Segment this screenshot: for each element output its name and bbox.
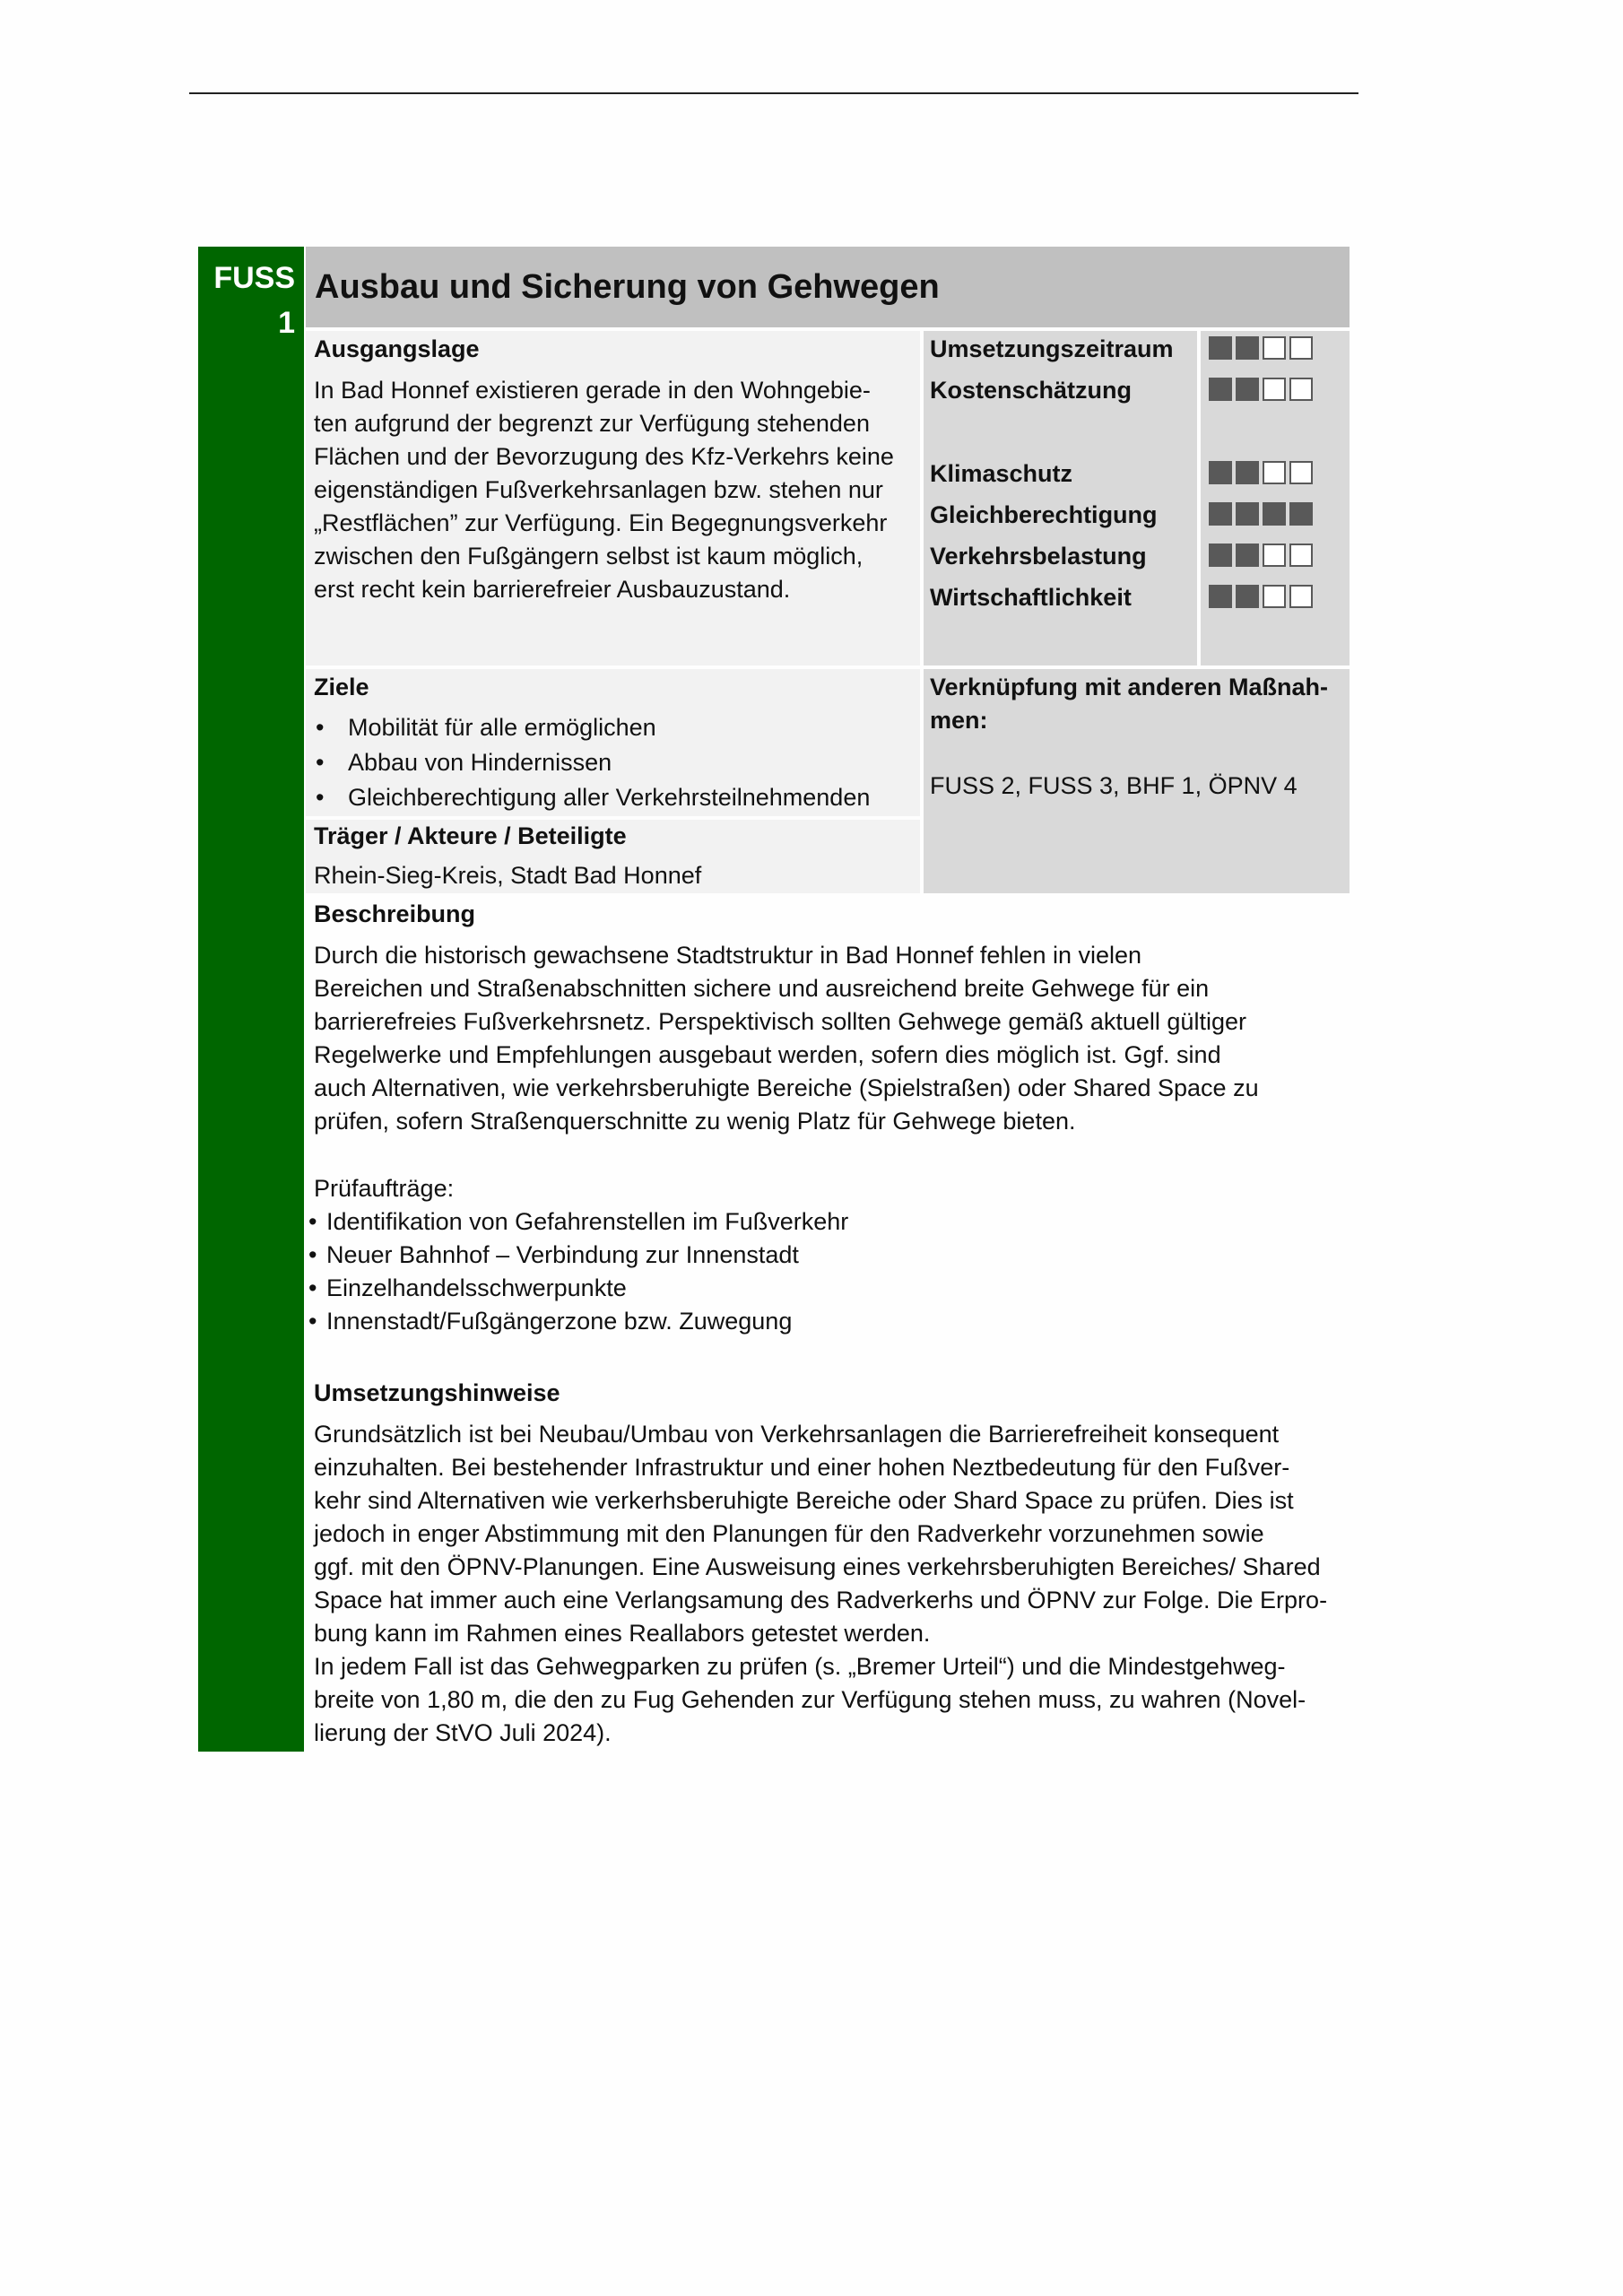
rating-square-filled <box>1289 502 1313 526</box>
ziele-cell <box>306 669 920 816</box>
beschreibung-line: barrierefreies Fußverkehrsnetz. Perspektivisch sollten Gehwege gemäß aktuell gültiger <box>314 1008 1246 1035</box>
criterion-label: Umsetzungszeitraum <box>930 335 1174 362</box>
rating-indicator <box>1209 378 1313 401</box>
ausgangslage-line: In Bad Honnef existieren gerade in den Wohngebie- <box>314 377 871 404</box>
rating-square-filled <box>1236 585 1259 608</box>
umsetzung-heading: Umsetzungshinweise <box>314 1379 560 1406</box>
criterion-label: Kostenschätzung <box>930 377 1133 404</box>
ziele-heading: Ziele <box>314 674 369 700</box>
umsetzung-line: jedoch in enger Abstimmung mit den Planungen für den Radverkehr vorzunehmen sowie <box>314 1520 1264 1547</box>
rating-square-empty <box>1289 378 1313 401</box>
list-item-text: Neuer Bahnhof – Verbindung zur Innenstadt <box>326 1241 799 1268</box>
rating-square-filled <box>1236 378 1259 401</box>
ausgangslage-line: Flächen und der Bevorzugung des Kfz-Verkehrs keine <box>314 443 894 470</box>
umsetzung-section <box>314 1377 1345 1750</box>
list-item: • Neuer Bahnhof – Verbindung zur Innenstadt <box>308 1241 799 1268</box>
ausgangslage-line: erst recht kein barrierefreier Ausbauzustand. <box>314 576 791 603</box>
verknuepfung-heading <box>930 671 1328 737</box>
rating-indicator <box>1209 502 1313 526</box>
ausgangslage-line: eigenständigen Fußverkehrsanlagen bzw. stehen nur <box>314 476 883 503</box>
list-item: • Innenstadt/Fußgängerzone bzw. Zuwegung <box>308 1308 793 1335</box>
top-rule <box>189 92 1358 94</box>
rating-square-empty <box>1263 336 1286 360</box>
ausgangslage-line: zwischen den Fußgängern selbst ist kaum möglich, <box>314 543 864 570</box>
measure-code: FUSS 1 <box>213 261 295 340</box>
beschreibung-heading: Beschreibung <box>314 900 476 927</box>
verknuepfung-heading-line: Verknüpfung mit anderen Maßnah- <box>930 674 1329 700</box>
list-item-text: Innenstadt/Fußgängerzone bzw. Zuwegung <box>326 1308 793 1335</box>
ausgangslage-heading: Ausgangslage <box>314 335 480 362</box>
rating-square-filled <box>1236 336 1259 360</box>
umsetzung-line: Space hat immer auch eine Verlangsamung des Radverkerhs und ÖPNV zur Folge. Die Erpro- <box>314 1587 1328 1613</box>
umsetzung-line: Grundsätzlich ist bei Neubau/Umbau von Verkehrsanlagen die Barrierefreiheit konsequent <box>314 1421 1280 1448</box>
rating-square-filled <box>1209 461 1232 484</box>
criterion-label: Gleichberechtigung <box>930 501 1158 528</box>
beschreibung-section <box>314 898 1345 1138</box>
list-item: • Mobilität für alle ermöglichen <box>314 710 870 745</box>
criterion-label: Klimaschutz <box>930 460 1073 487</box>
umsetzung-line: kehr sind Alternativen wie verkerhsberuhigte Bereiche oder Shard Space zu prüfen. Dies ist <box>314 1487 1294 1514</box>
rating-square-empty <box>1263 585 1286 608</box>
umsetzung-line: ggf. mit den ÖPNV-Planungen. Eine Ausweisung eines verkehrsberuhigten Bereiches/ Shared <box>314 1553 1321 1580</box>
beschreibung-line: Bereichen und Straßenabschnitten sichere und ausreichend breite Gehwege für ein <box>314 975 1210 1002</box>
traeger-cell <box>306 820 920 893</box>
umsetzung-line: lierung der StVO Juli 2024). <box>314 1719 612 1746</box>
traeger-text: Rhein-Sieg-Kreis, Stadt Bad Honnef <box>314 862 702 889</box>
ausgangslage-line: ten aufgrund der begrenzt zur Verfügung stehenden <box>314 410 870 437</box>
verknuepfung-cell <box>924 669 1350 893</box>
rating-square-filled <box>1236 502 1259 526</box>
list-item-text: Einzelhandelsschwerpunkte <box>326 1274 627 1301</box>
list-item-text: Identifikation von Gefahrenstellen im Fußverkehr <box>326 1208 849 1235</box>
rating-square-filled <box>1209 544 1232 567</box>
verknuepfung-text: FUSS 2, FUSS 3, BHF 1, ÖPNV 4 <box>930 772 1298 799</box>
rating-square-empty <box>1263 461 1286 484</box>
measure-title: Ausbau und Sicherung von Gehwegen <box>315 268 940 306</box>
criterion-label: Verkehrsbelastung <box>930 543 1147 570</box>
verknuepfung-heading-line: men: <box>930 707 988 734</box>
list-item: • Abbau von Hindernissen <box>314 745 870 780</box>
rating-square-filled <box>1236 544 1259 567</box>
pruefauftraege-section <box>308 1172 1345 1338</box>
rating-indicator <box>1209 336 1313 360</box>
ausgangslage-text <box>314 374 894 606</box>
rating-square-filled <box>1209 585 1232 608</box>
rating-square-filled <box>1209 336 1232 360</box>
rating-square-empty <box>1289 336 1313 360</box>
rating-square-empty <box>1263 378 1286 401</box>
umsetzung-line: bung kann im Rahmen eines Reallabors getestet werden. <box>314 1620 931 1647</box>
ratings-cell <box>1201 331 1350 665</box>
beschreibung-line: Regelwerke und Empfehlungen ausgebaut werden, sofern dies möglich ist. Ggf. sind <box>314 1041 1221 1068</box>
umsetzung-line: In jedem Fall ist das Gehwegparken zu prüfen (s. „Bremer Urteil“) und die Mindestgehweg- <box>314 1653 1286 1680</box>
umsetzung-text <box>314 1418 1345 1750</box>
beschreibung-line: auch Alternativen, wie verkehrsberuhigte Bereiche (Spielstraßen) oder Shared Space zu <box>314 1074 1259 1101</box>
ausgangslage-line: „Restflächen” zur Verfügung. Ein Begegnungsverkehr <box>314 509 888 536</box>
umsetzung-line: einzuhalten. Bei bestehender Infrastruktur und einer hohen Neztbedeutung für den Fußver- <box>314 1454 1290 1481</box>
criteria-cell <box>924 331 1197 665</box>
pruefauftraege-heading: Prüfaufträge: <box>314 1175 455 1202</box>
ziele-list <box>314 710 870 815</box>
title-bar <box>306 247 1350 327</box>
rating-square-filled <box>1263 502 1286 526</box>
list-item: • Gleichberechtigung aller Verkehrsteilnehmenden <box>314 780 870 815</box>
criterion-label: Wirtschaftlichkeit <box>930 584 1132 611</box>
ausgangslage-cell <box>306 331 920 665</box>
rating-square-filled <box>1236 461 1259 484</box>
umsetzung-line: breite von 1,80 m, die den zu Fug Gehenden zur Verfügung stehen muss, zu wahren (Novel- <box>314 1686 1306 1713</box>
rating-square-filled <box>1209 502 1232 526</box>
rating-square-filled <box>1209 378 1232 401</box>
rating-square-empty <box>1289 585 1313 608</box>
rating-square-empty <box>1263 544 1286 567</box>
rating-square-empty <box>1289 544 1313 567</box>
measure-sidebar <box>198 247 304 1752</box>
beschreibung-line: Durch die historisch gewachsene Stadtstruktur in Bad Honnef fehlen in vielen <box>314 942 1142 969</box>
list-item: • Identifikation von Gefahrenstellen im Fußverkehr <box>308 1208 849 1235</box>
list-item: • Einzelhandelsschwerpunkte <box>308 1274 627 1301</box>
beschreibung-text <box>314 939 1345 1138</box>
rating-square-empty <box>1289 461 1313 484</box>
beschreibung-line: prüfen, sofern Straßenquerschnitte zu wenig Platz für Gehwege bieten. <box>314 1108 1076 1135</box>
pruefauftraege-list <box>308 1205 1345 1338</box>
rating-indicator <box>1209 461 1313 484</box>
rating-indicator <box>1209 585 1313 608</box>
traeger-heading: Träger / Akteure / Beteiligte <box>314 822 627 849</box>
rating-indicator <box>1209 544 1313 567</box>
